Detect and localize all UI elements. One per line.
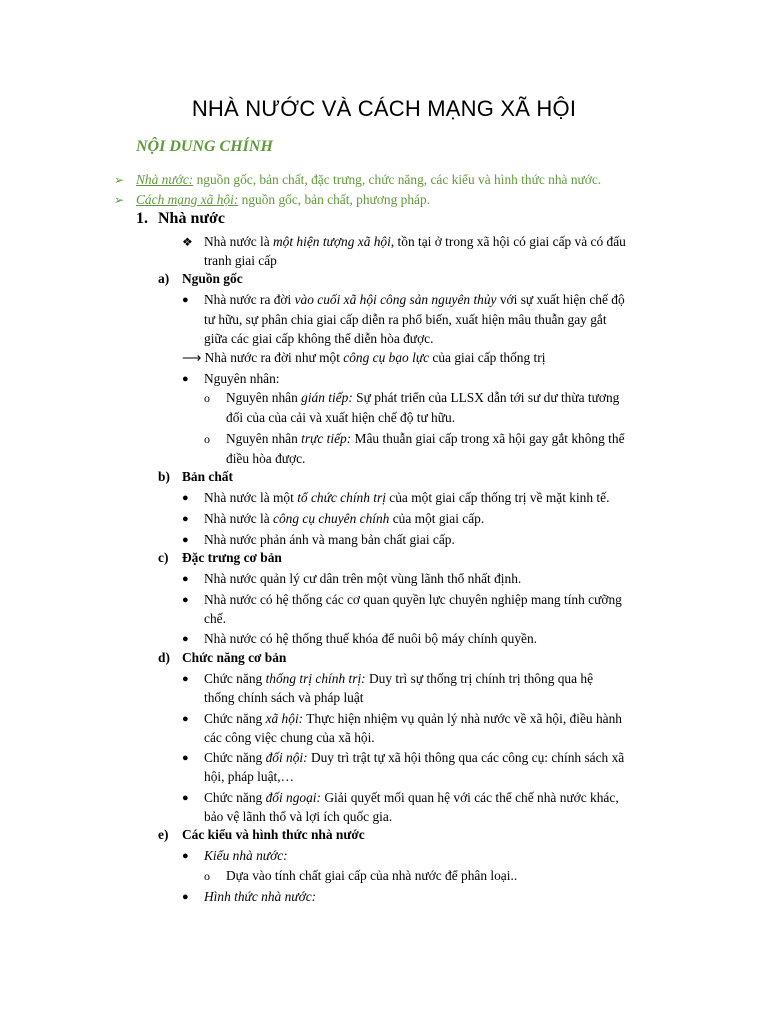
state-type-label: Kiểu nhà nước:	[204, 848, 288, 863]
disc-bullet-icon: ●	[182, 373, 189, 385]
summary-item-revolution: Cách mạng xã hội: nguồn gốc, bản chất, phương pháp.	[136, 192, 431, 207]
disc-bullet-icon: ●	[182, 850, 189, 862]
disc-bullet-icon: ●	[182, 573, 189, 585]
characteristic-item-2-line-1: Nhà nước có hệ thống các cơ quan quyền lực chuyên nghiệp mang tính cưỡng	[204, 592, 622, 607]
diamond-bullet-icon: ❖	[182, 235, 193, 249]
disc-bullet-icon: ●	[182, 513, 189, 525]
intro-line-2: tranh giai cấp	[204, 253, 277, 268]
function-item-3-line-2: hội, pháp luật,…	[204, 769, 295, 784]
disc-bullet-icon: ●	[182, 713, 189, 725]
arrow-bullet-icon: ➢	[114, 193, 125, 207]
subheading-nature: b) Bản chất	[158, 469, 233, 484]
circle-bullet-icon: o	[204, 432, 210, 446]
disc-bullet-icon: ●	[182, 673, 189, 685]
disc-bullet-icon: ●	[182, 594, 189, 606]
circle-bullet-icon: o	[204, 391, 210, 405]
characteristic-item-1: Nhà nước quản lý cư dân trên một vùng lãnh thổ nhất định.	[204, 571, 522, 586]
subheading-characteristics: c) Đặc trưng cơ bản	[158, 550, 282, 565]
function-item-2-line-2: các công việc chung của xã hội.	[204, 730, 375, 745]
state-type-criterion: Dựa vào tính chất giai cấp của nhà nước để phân loại..	[226, 868, 518, 883]
origin-line-3: giữa các giai cấp không thể diễn hòa được.	[204, 331, 434, 346]
disc-bullet-icon: ●	[182, 633, 189, 645]
circle-bullet-icon: o	[204, 869, 210, 883]
cause-indirect-line-2: đối của của cải và xuất hiện chế độ tư hữu.	[226, 410, 456, 425]
nature-item-1: Nhà nước là một tổ chức chính trị của một giai cấp thống trị về mặt kinh tế.	[204, 490, 610, 505]
function-item-2-line-1: Chức năng xã hội: Thực hiện nhiệm vụ quản lý nhà nước về xã hội, điều hành	[204, 711, 622, 726]
state-form-label: Hình thức nhà nước:	[204, 889, 317, 904]
disc-bullet-icon: ●	[182, 492, 189, 504]
disc-bullet-icon: ●	[182, 891, 189, 903]
origin-conclusion: ⟶ Nhà nước ra đời như một công cụ bạo lực của giai cấp thống trị	[182, 350, 546, 365]
cause-direct-line-2: điều hòa được.	[226, 451, 306, 466]
function-item-1-line-2: thống chính sách và pháp luật	[204, 690, 364, 705]
document-title: NHÀ NƯỚC VÀ CÁCH MẠNG XÃ HỘI	[191, 96, 577, 121]
disc-bullet-icon: ●	[182, 294, 189, 306]
function-item-1-line-1: Chức năng thống trị chính trị: Duy trì sự thống trị chính trị thông qua hệ	[204, 671, 594, 686]
cause-label: Nguyên nhân:	[204, 371, 280, 386]
origin-line-1: Nhà nước ra đời vào cuối xã hội công sản nguyên thủy với sự xuất hiện chế độ	[204, 292, 625, 307]
nature-item-3: Nhà nước phản ánh và mang bản chất giai cấp.	[204, 532, 455, 547]
function-item-3-line-1: Chức năng đối nội: Duy trì trật tự xã hội thông qua các công cụ: chính sách xã	[204, 750, 625, 765]
cause-indirect-line-1: Nguyên nhân gián tiếp: Sự phát triển của LLSX dẫn tới sư dư thừa tương	[226, 390, 620, 405]
main-content-heading: NỘI DUNG CHÍNH	[136, 138, 273, 155]
disc-bullet-icon: ●	[182, 534, 189, 546]
nature-item-2: Nhà nước là công cụ chuyên chính của một giai cấp.	[204, 511, 485, 526]
cause-direct-line-1: Nguyên nhân trực tiếp: Mâu thuẫn giai cấp trong xã hội gay gắt không thể	[226, 431, 625, 446]
intro-line-1: Nhà nước là một hiện tượng xã hội, tồn tại ở trong xã hội có giai cấp và có đấu	[204, 234, 626, 249]
subheading-types-forms: e) Các kiểu và hình thức nhà nước	[158, 827, 365, 842]
disc-bullet-icon: ●	[182, 752, 189, 764]
subheading-functions: d) Chức năng cơ bản	[158, 650, 287, 665]
disc-bullet-icon: ●	[182, 792, 189, 804]
origin-line-2: tư hữu, sự phân chia giai cấp diễn ra phổ biến, xuất hiện mâu thuẫn gay gắt	[204, 312, 607, 327]
function-item-4-line-1: Chức năng đối ngoại: Giải quyết mối quan hệ với các thể chế nhà nước khác,	[204, 790, 619, 805]
characteristic-item-3: Nhà nước có hệ thống thuế khóa để nuôi bộ máy chính quyền.	[204, 631, 538, 646]
function-item-4-line-2: bảo vệ lãnh thổ và lợi ích quốc gia.	[204, 809, 393, 824]
characteristic-item-2-line-2: chế.	[204, 611, 226, 626]
summary-item-state: Nhà nước: nguồn gốc, bản chất, đặc trưng, chức năng, các kiểu và hình thức nhà nước.	[136, 172, 602, 187]
arrow-bullet-icon: ➢	[114, 173, 125, 187]
subheading-origin: a) Nguồn gốc	[158, 271, 243, 286]
section-heading-state: 1. Nhà nước	[136, 210, 225, 227]
